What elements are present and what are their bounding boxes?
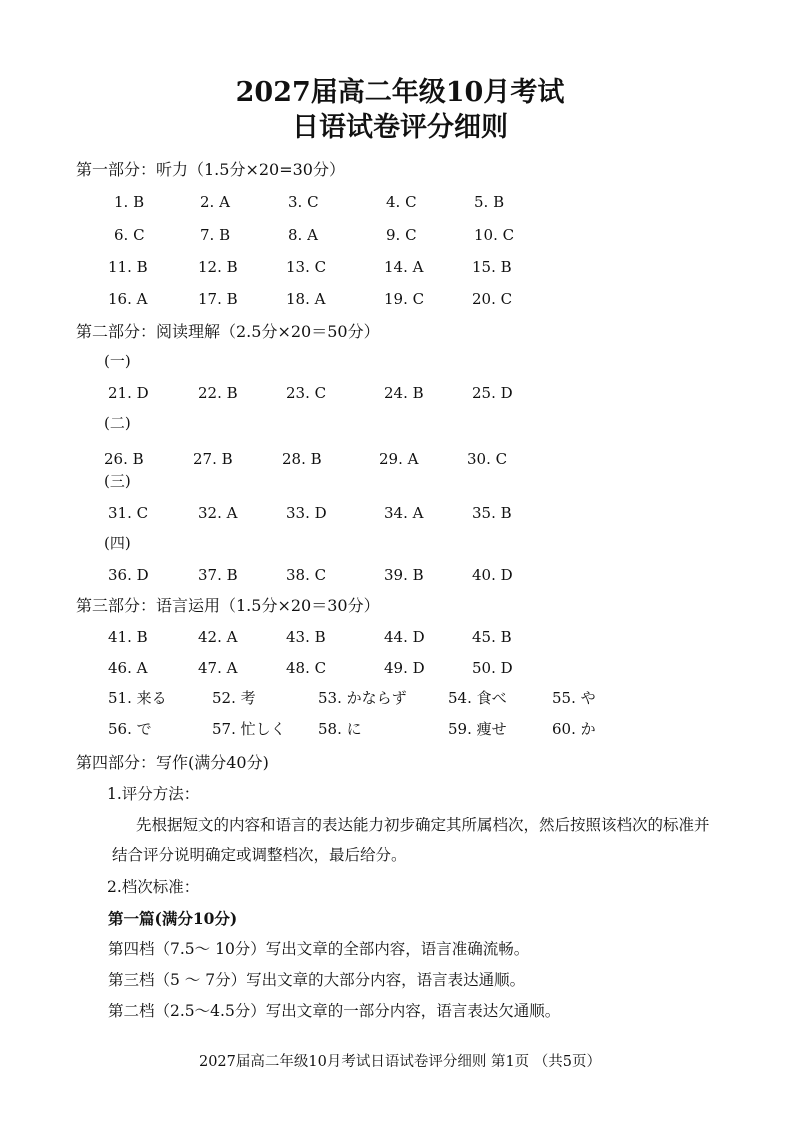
answer-item: 50. D <box>472 659 513 677</box>
answer-item: 33. D <box>286 504 327 522</box>
method-title: 1.评分方法： <box>107 785 200 803</box>
level-3-text: 第三档（5 ～ 7分）写出文章的大部分内容，语言表达通顺。 <box>108 971 526 989</box>
answer-item: 19. C <box>384 290 425 308</box>
answer-item: 30. C <box>467 450 508 468</box>
answer-item: 32. A <box>198 504 238 522</box>
answer-item: 49. D <box>384 659 425 677</box>
answer-item: 41. B <box>108 628 148 646</box>
answer-item: 31. C <box>108 504 149 522</box>
answer-item: 35. B <box>472 504 512 522</box>
answer-item: 52. 考 <box>212 689 256 707</box>
part3-header: 第三部分：语言运用（1.5分×20＝30分） <box>76 596 380 615</box>
answer-item: 23. C <box>286 384 327 402</box>
group-label: (三) <box>104 472 131 490</box>
answer-item: 4. C <box>386 193 417 211</box>
answer-item: 14. A <box>384 258 424 276</box>
title-line-2: 日语试卷评分细则 <box>292 112 508 143</box>
answer-item: 54. 食べ <box>448 689 507 707</box>
answer-item: 25. D <box>472 384 513 402</box>
answer-item: 2. A <box>200 193 230 211</box>
answer-item: 29. A <box>379 450 419 468</box>
answer-item: 7. B <box>200 226 231 244</box>
answer-item: 34. A <box>384 504 424 522</box>
answer-item: 51. 来る <box>108 689 167 707</box>
answer-item: 6. C <box>114 226 145 244</box>
answer-item: 60. か <box>552 720 596 738</box>
answer-item: 22. B <box>198 384 238 402</box>
answer-item: 43. B <box>286 628 326 646</box>
method-text-line-2: 结合评分说明确定或调整档次，最后给分。 <box>112 846 407 864</box>
answer-item: 16. A <box>108 290 148 308</box>
answer-item: 8. A <box>288 226 318 244</box>
answer-item: 18. A <box>286 290 326 308</box>
answer-item: 26. B <box>104 450 144 468</box>
part2-header: 第二部分：阅读理解（2.5分×20＝50分） <box>76 322 380 341</box>
answer-item: 40. D <box>472 566 513 584</box>
answer-item: 12. B <box>198 258 238 276</box>
answer-item: 37. B <box>198 566 238 584</box>
first-essay-heading: 第一篇(满分10分) <box>108 909 238 928</box>
answer-item: 11. B <box>108 258 148 276</box>
answer-item: 17. B <box>198 290 238 308</box>
method-text-line-1: 先根据短文的内容和语言的表达能力初步确定其所属档次，然后按照该档次的标准并 <box>136 816 710 834</box>
answer-item: 36. D <box>108 566 149 584</box>
level-4-text: 第四档（7.5～ 10分）写出文章的全部内容，语言准确流畅。 <box>108 940 530 958</box>
answer-item: 3. C <box>288 193 319 211</box>
level-2-text: 第二档（2.5～4.5分）写出文章的一部分内容，语言表达欠通顺。 <box>108 1002 561 1020</box>
part4-header: 第四部分：写作(满分40分) <box>76 753 269 772</box>
page-footer: 2027届高二年级10月考试日语试卷评分细则 第1页 （共5页） <box>198 1054 602 1070</box>
answer-item: 56. で <box>108 720 152 738</box>
answer-item: 28. B <box>282 450 322 468</box>
answer-item: 1. B <box>114 193 145 211</box>
answer-item: 21. D <box>108 384 149 402</box>
answer-item: 58. に <box>318 720 362 738</box>
answer-item: 59. 痩せ <box>448 720 507 738</box>
answer-item: 47. A <box>198 659 238 677</box>
answer-item: 53. かならず <box>318 689 407 707</box>
answer-item: 48. C <box>286 659 327 677</box>
standard-title: 2.档次标准： <box>107 878 200 896</box>
answer-item: 27. B <box>193 450 233 468</box>
answer-item: 5. B <box>474 193 505 211</box>
answer-item: 44. D <box>384 628 425 646</box>
answer-item: 39. B <box>384 566 424 584</box>
group-label: (二) <box>104 414 131 432</box>
group-label: (一) <box>104 352 131 370</box>
answer-item: 55. や <box>552 689 596 707</box>
title-line-1: 2027届高二年级10月考试 <box>235 77 565 108</box>
answer-item: 38. C <box>286 566 327 584</box>
answer-item: 15. B <box>472 258 512 276</box>
answer-item: 20. C <box>472 290 513 308</box>
answer-item: 57. 忙しく <box>212 720 286 738</box>
answer-item: 9. C <box>386 226 417 244</box>
answer-item: 46. A <box>108 659 148 677</box>
part1-header: 第一部分：听力（1.5分×20=30分） <box>76 160 345 179</box>
answer-item: 10. C <box>474 226 515 244</box>
answer-item: 42. A <box>198 628 238 646</box>
answer-item: 24. B <box>384 384 424 402</box>
answer-item: 45. B <box>472 628 512 646</box>
answer-item: 13. C <box>286 258 327 276</box>
group-label: (四) <box>104 534 131 552</box>
